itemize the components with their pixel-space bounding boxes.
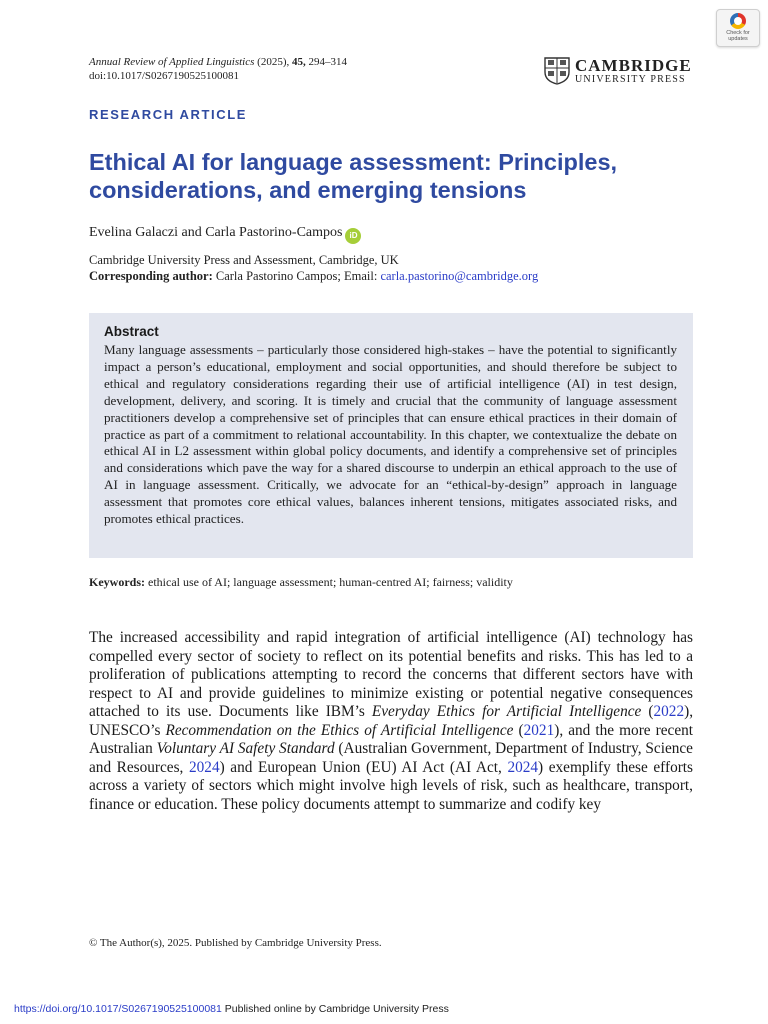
body-paragraph: The increased accessibility and rapid integration of artificial intelligence (AI) technology has compelled every sector of society to reflect on its potential benefits and risks. This has led to a proliferation of publications attempting to record the concerns that different sectors have with respect to AI and provide guidelines to minimize existing or potential negative consequences attached to its use. Documents like IBM’s Everyday Ethics for Artificial Intelligence (2022), UNESCO’s Recommendation on the Ethics of Artificial Intelligence (2021), and the more recent Australian Voluntary AI Safety Standard (Australian Government, Department of Industry, Science and Resources, 2024) and European Union (EU) AI Act (AI Act, 2024) exemplify these efforts across a variety of sectors which might involve high levels of risk, such as healthcare, transport, finance or education. These policy documents attempt to summarize and codify key — [89, 629, 694, 813]
citation-link-australia[interactable]: 2024 — [189, 758, 220, 776]
australian-title: Voluntary AI Safety Standard — [156, 740, 335, 757]
keywords-text: ethical use of AI; language assessment; human-centred AI; fairness; validity — [148, 575, 513, 589]
keywords — [89, 575, 513, 590]
journal-volume: 45, — [291, 56, 306, 68]
email-link[interactable]: carla.pastorino@cambridge.org — [380, 269, 539, 283]
citation-header — [89, 55, 347, 83]
citation-line — [89, 55, 347, 69]
author-list — [89, 225, 361, 244]
body-text-3: ), and the more recent Australian — [89, 721, 694, 757]
citation-link-unesco[interactable]: 2021 — [523, 721, 555, 739]
citation-link-ibm[interactable]: 2022 — [653, 703, 685, 720]
affiliation-block — [89, 252, 538, 284]
section-label: RESEARCH ARTICLE — [89, 107, 248, 122]
footer-text: Published online by Cambridge University Press — [224, 1003, 449, 1015]
corresponding-label: Corresponding author: — [89, 269, 213, 283]
author-names: Evelina Galaczi and Carla Pastorino-Campos — [89, 225, 343, 240]
logo-text-cambridge: CAMBRIDGE — [575, 56, 692, 75]
page-footer — [14, 1003, 449, 1015]
corresponding-author — [89, 268, 538, 284]
body-text-2: ), UNESCO’s — [89, 703, 694, 739]
body-text-1: The increased accessibility and rapid integration of artificial intelligence (AI) technology has compelled every sector of society to reflect on its potential benefits and risks. This has led to a proliferation of publications attempting to record the concerns that different sectors have with respect to AI and provide guidelines to minimize existing or potential negative consequences attached to its use. Documents like IBM’s — [89, 629, 693, 720]
journal-name: Annual Review of Applied Linguistics — [89, 56, 255, 68]
abstract-text: Many language assessments – particularly those considered high-stakes – have the potential to significantly impact a person’s educational, employment and social opportunities, and should therefore be subject to ethical and regulatory considerations regarding their use of artificial intelligence (AI) in test design, development, delivery, and scoring. It is timely and crucial that the community of language assessment practitioners develop a comprehensive set of principles that can ensure ethical practices in their domain of practice as part of a commitment to relational accountability. In this chapter, we contextualize the debate on ethical AI in L2 assessment within global policy documents, and identify a comprehensive set of principles and considerations which pave the way for a shared discourse to underpin an ethical approach to the use of AI in language assessment. Critically, we advocate for an “ethical-by-design” approach in language assessment that promotes core ethical values, balances inherent tensions, mitigates associated risks, and promotes ethical practices. — [104, 342, 677, 527]
body-text-5: ) and European Union (EU) AI Act (AI Act, — [219, 758, 502, 776]
affiliation: Cambridge University Press and Assessment, Cambridge, UK — [89, 253, 399, 267]
journal-year: (2025), — [257, 56, 290, 68]
keywords-label: Keywords: — [89, 575, 145, 589]
citation-link-eu[interactable]: 2024 — [507, 758, 539, 776]
shield-icon — [544, 57, 570, 85]
check-for-updates-badge[interactable] — [716, 9, 760, 47]
body-text-4: (Australian Government, Department of Industry, Science and Resources, — [89, 740, 693, 776]
article-doi: doi:10.1017/S0267190525100081 — [89, 70, 240, 82]
logo-text-press: UNIVERSITY PRESS — [575, 74, 686, 85]
copyright-notice: © The Author(s), 2025. Published by Cambridge University Press. — [89, 937, 382, 949]
cambridge-logo — [544, 57, 694, 87]
crossmark-icon — [730, 13, 746, 29]
badge-label-line1: Check for — [726, 30, 750, 36]
abstract-heading: Abstract — [104, 324, 159, 339]
corresponding-text: Carla Pastorino Campos; Email: — [215, 269, 378, 283]
article-title: Ethical AI for language assessment: Principles, considerations, and emerging tensions — [89, 149, 618, 203]
footer-doi-link[interactable]: https://doi.org/10.1017/S0267190525100081 — [14, 1003, 222, 1015]
badge-label — [717, 30, 759, 42]
badge-label-line2: updates — [728, 36, 748, 42]
abstract-box — [89, 313, 693, 558]
journal-pages: 294–314 — [308, 56, 347, 68]
unesco-title: Recommendation on the Ethics of Artificial Intelligence — [165, 721, 514, 739]
body-text-6: ) exemplify these efforts across a variety of sectors which might involve high levels of risk, such as healthcare, transport, finance or education. These policy documents attempt to summarize and codify key — [89, 758, 694, 813]
orcid-icon[interactable]: iD — [345, 228, 361, 244]
ibm-title: Everyday Ethics for Artificial Intelligence — [371, 703, 642, 720]
